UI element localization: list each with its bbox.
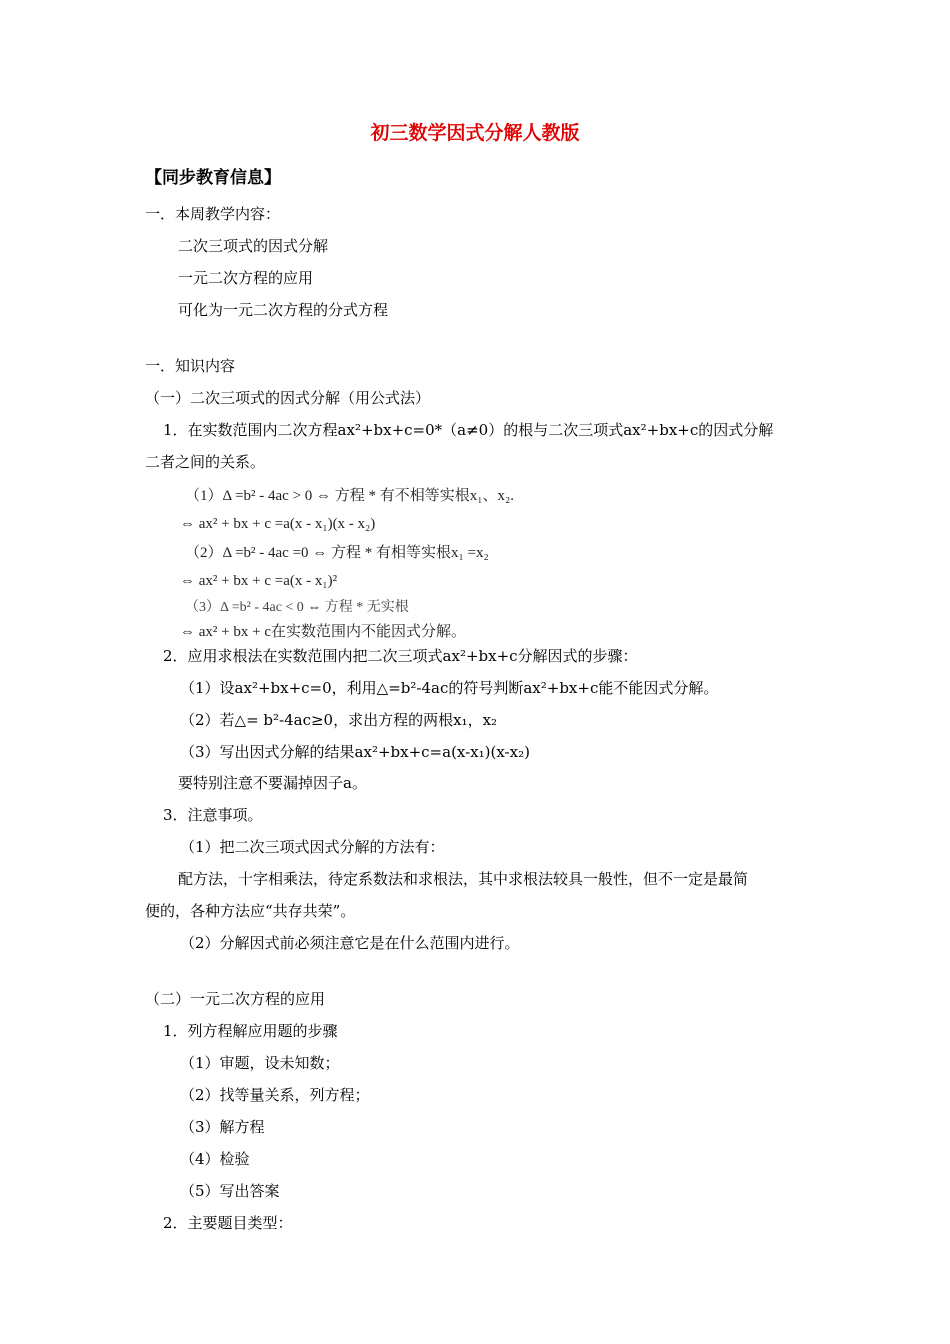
step-item: （2）找等量关系，列方程；: [180, 1086, 370, 1104]
numbered-item: 2．应用求根法在实数范围内把二次三项式ax²+bx+c分解因式的步骤：: [163, 647, 638, 665]
step-item: （1）设ax²+bx+c=0，利用△=b²-4ac的符号判断ax²+bx+c能不能因式分解。: [180, 679, 719, 697]
note-line: 要特别注意不要漏掉因子a。: [178, 774, 367, 792]
paragraph-line: 1．在实数范围内二次方程ax²+bx+c=0*（a≠0）的根与二次三项式ax²+bx+c的因式分解: [163, 421, 774, 439]
formula-line: ⇔ ax² + bx + c在实数范围内不能因式分解。: [180, 624, 466, 640]
step-item: （2）分解因式前必须注意它是在什么范围内进行。: [180, 934, 520, 952]
paragraph-line: 便的，各种方法应“共存共荣”。: [145, 902, 356, 920]
paragraph-line: 二者之间的关系。: [145, 453, 266, 471]
step-item: （4）检验: [180, 1150, 250, 1168]
numbered-item: 3．注意事项。: [163, 806, 263, 824]
heading-knowledge: 一．知识内容: [145, 357, 236, 375]
formula-line: （1）Δ =b² - 4ac > 0 ⇔ 方程 * 有不相等实根x₁、x₂.: [185, 488, 515, 504]
subheading: （二）一元二次方程的应用: [145, 990, 326, 1008]
document-title: 初三数学因式分解人教版: [370, 122, 580, 144]
step-item: （1）审题，设未知数；: [180, 1054, 340, 1072]
step-item: （3）写出因式分解的结果ax²+bx+c=a(x-x₁)(x-x₂): [180, 743, 530, 761]
content-item: 二次三项式的因式分解: [178, 237, 329, 255]
step-item: （5）写出答案: [180, 1182, 280, 1200]
numbered-item: 2．主要题目类型：: [163, 1214, 293, 1232]
subheading: （一）二次三项式的因式分解（用公式法）: [145, 389, 431, 407]
section-header: 【同步教育信息】: [145, 168, 281, 188]
step-item: （1）把二次三项式因式分解的方法有：: [180, 838, 445, 856]
heading-weekly-content: 一．本周教学内容：: [145, 205, 281, 223]
formula-line: （2）Δ =b² - 4ac =0 ⇔ 方程 * 有相等实根x₁ =x₂: [185, 545, 489, 561]
formula-line: ⇔ ax² + bx + c =a(x - x₁)²: [180, 573, 338, 589]
numbered-item: 1．列方程解应用题的步骤: [163, 1022, 338, 1040]
step-item: （3）解方程: [180, 1118, 265, 1136]
formula-line: （3）Δ =b² - 4ac < 0 ⇔ 方程 * 无实根: [185, 600, 409, 615]
content-item: 可化为一元二次方程的分式方程: [178, 301, 389, 319]
content-item: 一元二次方程的应用: [178, 269, 314, 287]
paragraph-line: 配方法，十字相乘法，待定系数法和求根法，其中求根法较具一般性，但不一定是最简: [178, 870, 749, 888]
step-item: （2）若△= b²-4ac≥0，求出方程的两根x₁，x₂: [180, 711, 498, 729]
formula-line: ⇔ ax² + bx + c =a(x - x₁)(x - x₂): [180, 516, 376, 532]
